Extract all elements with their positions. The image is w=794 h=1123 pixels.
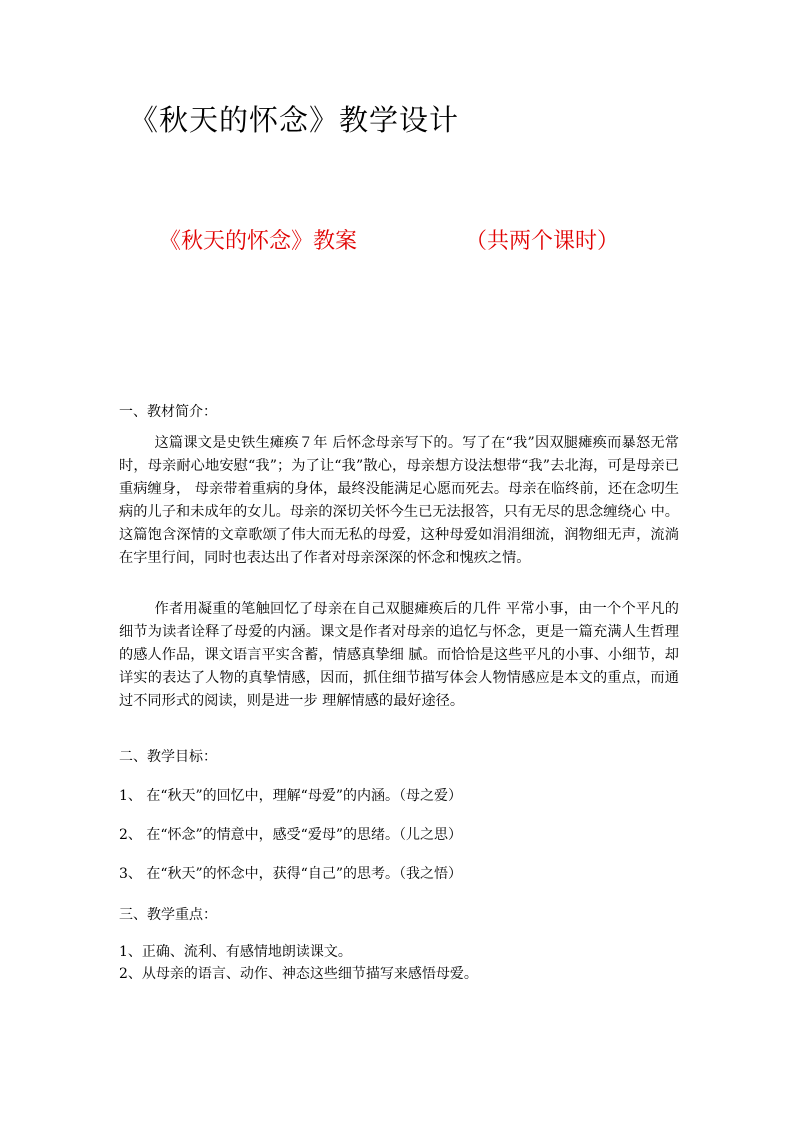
intro-paragraph-2: 作者用凝重的笔触回忆了母亲在自己双腿瘫痪后的几件 平常小事，由一个个平凡的细节为读者诠释了母爱的内涵。课文是作者对母亲的追忆与怀念，更是一篇充满人生哲理的感人作品，课文语言平实含蓄，情感真挚细 腻。而恰恰是这些平凡的小事、小细节，却详实的表达了人物的真挚情感，因而，抓住细节描写体会人物情感应是本文的重点，而通过不同形式的阅读，则是进一步 理解情感的最好途径。 bbox=[119, 601, 679, 709]
keypoint-item-1: 1、正确、流利、有感情地朗读课文。 bbox=[119, 944, 352, 960]
goal-item-1: 1、 在“秋天”的回忆中，理解“母爱”的内涵。（母之爱） bbox=[119, 788, 462, 804]
section-heading-intro: 一、教材简介： bbox=[119, 404, 217, 420]
section-heading-goals: 二、教学目标： bbox=[119, 749, 217, 765]
intro-paragraph-1: 这篇课文是史铁生瘫痪７年 后怀念母亲写下的。写了在“我”因双腿瘫痪而暴怒无常时，母亲耐心地安慰“我”；为了让“我”散心，母亲想方设法想带“我”去北海，可是母亲已重病缠身， 母亲带着重病的身体，最终没能满足心愿而死去。母亲在临终前，还在念叨生病的儿子和未成年的女儿。母亲的深切关怀今生已无法报答，只有无尽的思念缠绕心 中。这篇饱含深情的文章歌颂了伟大而无私的母爱，这种母爱如涓涓细流，润物细无声，流淌在字里行间，同时也表达出了作者对母亲深深的怀念和愧疚之情。 bbox=[119, 435, 679, 566]
goal-item-3: 3、 在“秋天”的怀念中，获得“自己”的思考。（我之悟） bbox=[119, 866, 462, 882]
lesson-plan-title: 《秋天的怀念》教案 bbox=[159, 229, 358, 254]
goal-item-2: 2、 在“怀念”的情意中，感受“爱母”的思绪。（儿之思） bbox=[119, 827, 462, 843]
section-heading-keypoints: 三、教学重点： bbox=[119, 907, 217, 923]
lesson-count-note: （共两个课时） bbox=[465, 229, 620, 254]
document-title: 《秋天的怀念》教学设计 bbox=[129, 103, 460, 137]
keypoint-item-2: 2、从母亲的语言、动作、神态这些细节描写来感悟母爱。 bbox=[119, 966, 478, 982]
